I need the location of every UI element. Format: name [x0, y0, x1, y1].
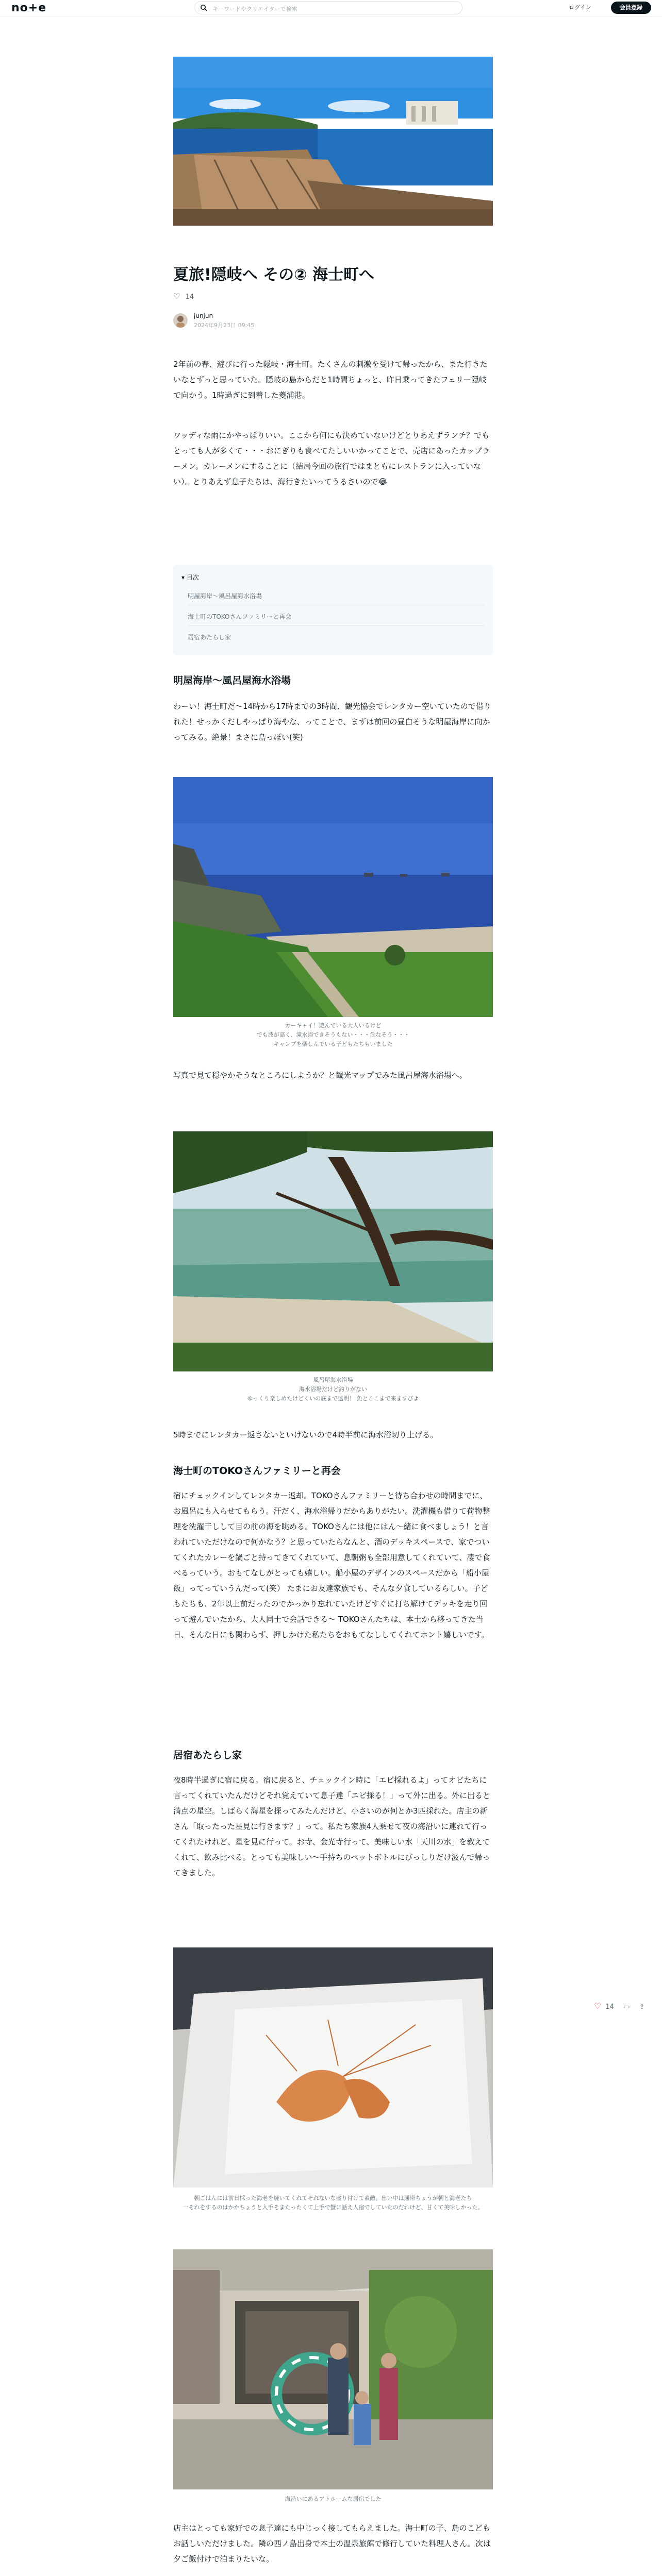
- heart-icon[interactable]: ♡: [594, 2001, 602, 2011]
- inn-family-photo[interactable]: [173, 2249, 493, 2489]
- comment-icon[interactable]: ▭: [623, 2003, 630, 2011]
- article-title: 夏旅!隠岐へ その② 海士町へ: [173, 266, 374, 284]
- like-count: 14: [185, 293, 194, 301]
- section1-paragraph-3: 5時までにレンタカー返さないといけないので4時半前に海水浴切り上げる。: [173, 1430, 438, 1439]
- section-heading: 明屋海岸〜風呂屋海水浴場: [173, 675, 291, 686]
- toc-divider: [188, 625, 485, 626]
- section3-paragraph-2: 店主はとっても家好での息子達にも中じっく接してもらえました。海士町の子、島のこどもお話しいただけました。隣の西ノ島出身で本土の温泉旅館で修行していた料理人さん。次は夕ご飯付けで泊まりたいな。: [173, 2523, 491, 2564]
- shrimp-photo[interactable]: [173, 1947, 493, 2188]
- login-button[interactable]: ログイン: [569, 4, 591, 11]
- signup-button[interactable]: 会員登録: [611, 2, 651, 14]
- section1-paragraph: わーい！海士町だ〜14時から17時までの3時間、観光協会でレンタカー空いていたので借りれた！せっかくだしやっぱり海やな、ってことで、まずは前回の昼白そうな明屋海岸に向かってみる。絶景！まさに島っぽい(笑): [173, 702, 491, 742]
- site-header: [0, 0, 662, 16]
- note-logo[interactable]: no+e: [11, 2, 47, 14]
- floating-action-bar: [594, 2001, 661, 2013]
- table-of-contents: [173, 565, 493, 655]
- toc-item[interactable]: 明屋海岸〜風呂屋海水浴場: [188, 592, 262, 600]
- section1-paragraph-2: 写真で見て穏やかそうなところにしようか？と観光マップでみた風呂屋海水浴場へ。: [173, 1071, 467, 1080]
- section2-paragraph: 宿にチェックインしてレンタカー返却。TOKOさんファミリーと待ち合わせの時間までに、お風呂にも入らせてもらう。汗だく、海水浴帰りだからありがたい。洗濯機も借りて荷物整理を洗濯干しして目の前の海を眺める。TOKOさんには他にはん〜緒に食べましょう！と言われていただけなので何かなう？と思っていたらなんと、酒のデッキスペースで、家でついてくれたカレーを鍋ごと持ってきてくれていて、息朝粥も全部用意してくれていて、凄で食べるっていう。おもてなしがとっても嬉しい。船小屋のデザインのスペースだから「船小屋飯」ってっていうんだって(笑） たまにお友達家族でも、そんな夕食しているらしい。子どもたちも、2年以上前だったのでかっかり忘れていたけどすぐに打ち解けてデッキを走り回って遊んでいたから、大人同士で会話できる〜 TOKOさんたちは、本土から移ってきた当日、そんな日にも関わらず、押しかけた私たちをおもてなししてくれてホント嬉しいです。: [173, 1491, 490, 1639]
- section-heading: 海士町のTOKOさんファミリーと再会: [173, 1465, 341, 1477]
- like-row[interactable]: [173, 292, 493, 302]
- publish-date: 2024年9月23日 09:45: [194, 322, 255, 329]
- author-block[interactable]: [173, 311, 493, 330]
- hero-image: [173, 57, 493, 226]
- toc-item[interactable]: 居宿あたらし家: [188, 634, 231, 641]
- author-name[interactable]: junjun: [194, 312, 213, 319]
- beach-cliff-photo[interactable]: [173, 777, 493, 1017]
- photo-caption: カーキャイ！遊んでいる大人いるけど でも波が高く、滝水浴できそうもない・・・危なそう・・・ キャンプを楽しんでいる子どもたちもいました: [256, 1022, 410, 1047]
- photo-caption: 朝ごはんには前日採った海老を焼いてくれてそれないな盛り付けて素敵。出い中は通帯ちょうが朝と海老たち 一それをするのはかかちょうと入手そまたったくて上手で蟹に話え人宿でしていたのだれけど、甘くて美味しかった。: [183, 2195, 484, 2211]
- photo-caption: 風呂屋海水浴場 海水浴場だけど釣りがない ゆっくり楽しめたけどくいの底まで透明！ 魚とここまで来ますびよ: [247, 1377, 419, 1402]
- search-icon: [200, 4, 207, 11]
- share-icon[interactable]: ⇪: [639, 2003, 645, 2011]
- heart-icon[interactable]: ♡: [173, 292, 180, 301]
- avatar[interactable]: [173, 313, 188, 328]
- search-placeholder: キーワードやクリエイターで検索: [212, 6, 297, 12]
- search-box[interactable]: [194, 1, 462, 14]
- side-like-count: 14: [605, 2003, 615, 2011]
- section-heading: 居宿あたらし家: [173, 1750, 242, 1761]
- toc-heading[interactable]: ▾ 目次: [181, 574, 199, 581]
- section3-paragraph: 夜8時半過ぎに宿に戻る。宿に戻ると、チェックイン時に「エビ採れるよ」ってオビたちに言ってくれていたんだけどそれ覚えていて息子達「エビ採る！」って外に出る。外に出ると満点の星空。しばらく海星を探ってみたんだけど、小さいのが何とか3匹採れた。店主の新さん「取ったった星見に行きます？」って。私たち家族4人乗せて夜の海沿いに連れて行ってくれたけれど、星を見に行って。お寺、金光寺行って、美味しい水「天川の水」を教えてくれて、飲み比べる。とっても美味しい〜手持ちのペットボトルにびっしりだけ汲んで帰ってきました。: [173, 1775, 491, 1877]
- toc-item[interactable]: 海士町のTOKOさんファミリーと再会: [188, 613, 292, 620]
- photo-caption: 海沿いにあるアトホームな居宿でした: [285, 2496, 382, 2502]
- intro-paragraph-1: 2年前の春、遊びに行った隠岐・海士町。たくさんの刺激を受けて帰ったから、また行きたいなとずっと思っていた。隠岐の島からだと1時間ちょっと、昨日乗ってきたフェリー隠岐で向かう。1時過ぎに到着した菱浦港。: [173, 360, 488, 400]
- swimming-beach-photo[interactable]: [173, 1131, 493, 1371]
- intro-paragraph-2: ワッディな雨にかやっぱりいい。ここから何にも決めていないけどとりあえずランチ？でもとっても人が多くて・・・おにぎりも食べてたしいいかってことで、売店にあったカップラーメン。カレーメンにすることに（結局今回の旅行ではまともにレストランに入っていない）。とりあえず息子たちは、海行きたいってうるさいので😂: [173, 431, 490, 486]
